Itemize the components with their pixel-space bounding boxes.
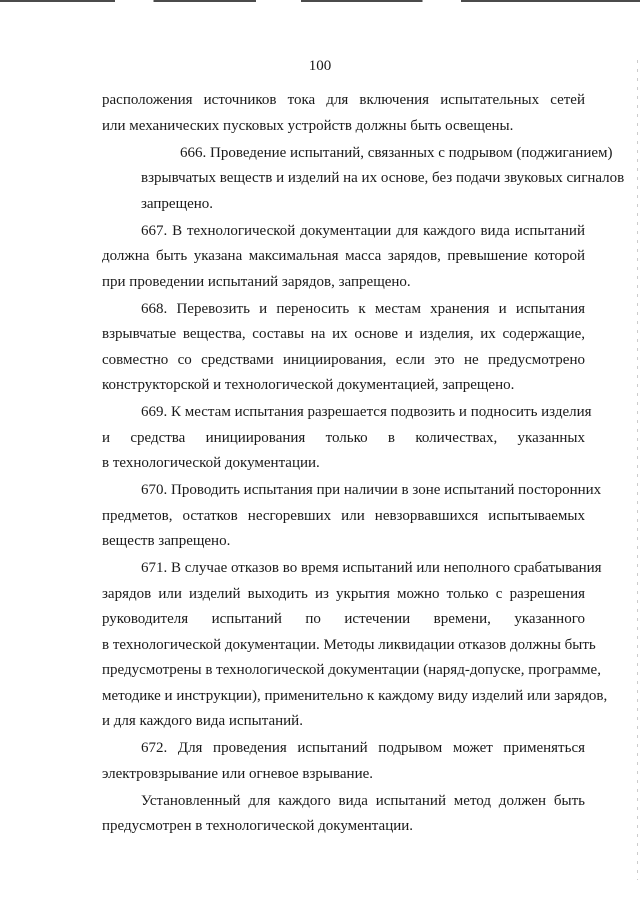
text-line: 669. К местам испытания разрешается подвозить и подносить изделия: [141, 404, 592, 420]
text-line: в технологической документации. Методы ликвидации отказов должны быть: [102, 636, 596, 653]
text-line: Установленный для каждого вида испытаний метод должен быть: [141, 792, 585, 809]
text-line: 672. Для проведения испытаний подрывом может применяться: [141, 740, 585, 756]
text-line: при проведении испытаний зарядов, запрещено.: [102, 273, 411, 290]
text-line: расположения источников тока для включения испытательных сетей: [102, 92, 585, 108]
text-line: запрещено.: [141, 195, 214, 212]
scan-top-edge: [0, 0, 640, 2]
text-line: зарядов или изделий выходить из укрытия можно только с разрешения: [102, 585, 585, 602]
text-line: предусмотрен в технологической документации.: [102, 818, 414, 834]
text-line: в технологической документации.: [102, 455, 320, 471]
paragraph-670: [102, 478, 602, 555]
scan-right-edge: [637, 60, 638, 880]
paragraph-671: [102, 556, 608, 735]
text-line: 670. Проводить испытания при наличии в зоне испытаний посторонних: [141, 482, 602, 498]
text-line: совместно со средствами инициирования, если это не предусмотрено: [102, 351, 585, 368]
paragraph-667: [102, 219, 585, 296]
paragraph-669: [102, 400, 592, 477]
text-line: должна быть указана максимальная масса зарядов, превышение которой: [102, 248, 585, 264]
text-line: взрывчатые вещества, составы на их основе и изделия, их содержащие,: [102, 326, 585, 342]
text-line: 668. Перевозить и переносить к местам хранения и испытания: [141, 300, 585, 317]
text-line: 667. В технологической документации для каждого вида испытаний: [141, 222, 585, 239]
page-number: 100: [308, 58, 332, 74]
document-body: [102, 88, 625, 841]
text-line: и средства инициирования только в количествах, указанных: [102, 429, 585, 446]
text-line: веществ запрещено.: [102, 533, 231, 549]
text-line: предметов, остатков несгоревших или невзорвавшихся испытываемых: [102, 507, 585, 524]
paragraph-672-method: [102, 789, 585, 840]
paragraph-672: [102, 736, 585, 787]
text-line: и для каждого вида испытаний.: [102, 713, 303, 729]
text-line: или механических пусковых устройств должны быть освещены.: [102, 117, 514, 134]
text-line: конструкторской и технологической документацией, запрещено.: [102, 377, 515, 393]
text-line: методике и инструкции), применительно к каждому виду изделий или зарядов,: [102, 687, 608, 704]
text-line: взрывчатых веществ и изделий на их основе, без подачи звуковых сигналов: [141, 170, 625, 186]
text-line: электровзрывание или огневое взрывание.: [102, 765, 374, 782]
text-line: 666. Проведение испытаний, связанных с подрывом (поджиганием): [180, 144, 613, 161]
paragraph-668: [102, 297, 585, 399]
text-line: руководителя испытаний по истечении времени, указанного: [102, 611, 585, 627]
text-line: 671. В случае отказов во время испытаний или неполного срабатывания: [141, 560, 602, 576]
paragraph-666: [102, 141, 625, 218]
paragraph-continuation: [102, 88, 585, 139]
text-line: предусмотрены в технологической документации (наряд-допуске, программе,: [102, 662, 601, 678]
